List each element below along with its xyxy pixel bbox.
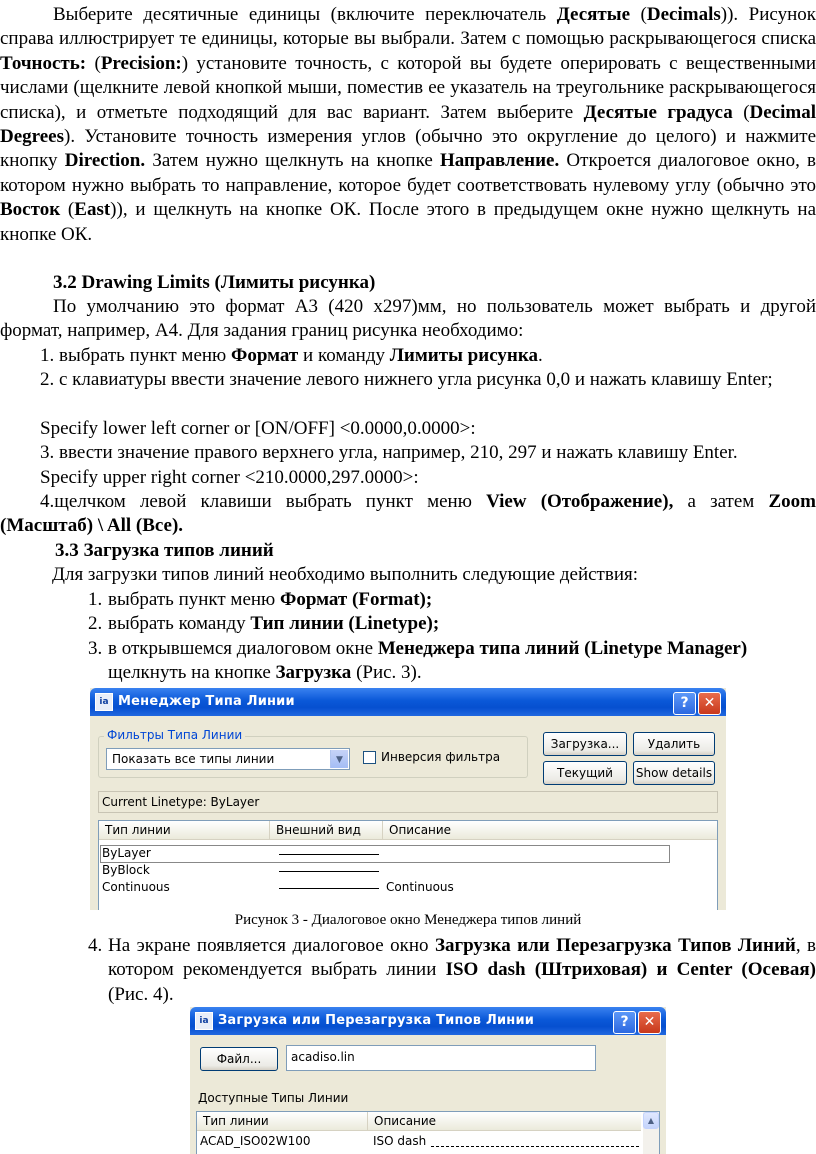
- text-run: а затем: [673, 491, 769, 512]
- text-run: (: [86, 52, 101, 74]
- paragraph-units: [0, 3, 816, 247]
- dialog-title-bar[interactable]: [190, 1007, 666, 1035]
- bold-term: Менеджера типа линий (Linetype Manager): [377, 638, 748, 659]
- list-item-3: 3. ввести значение правого верхнего угла, например, 210, 297 и нажать клавишу Enter.: [40, 442, 738, 463]
- text-run: (: [630, 4, 647, 25]
- bold-term: Восток: [0, 199, 61, 221]
- text-run: ) установите точность, с которой вы будете оперировать с вещественными числами (щелкните левой кнопкой мыши, поместив ее указатель на треугольнике раскрывающегося списка), и отметьте подходящий для вас вариант. Затем выберите: [0, 52, 816, 123]
- column-header-description[interactable]: Описание: [389, 823, 452, 837]
- bold-term: Decimal Degrees: [0, 101, 816, 148]
- help-button[interactable]: ?: [613, 1011, 636, 1034]
- bold-term: Десятые: [556, 4, 631, 25]
- text-run: Выберите десятичные единицы (включите переключатель: [53, 4, 557, 25]
- bold-term: Decimals: [646, 4, 721, 25]
- paragraph-linetypes: Для загрузки типов линий необходимо выполнить следующие действия:: [52, 564, 639, 585]
- bold-term: Лимиты рисунка: [389, 345, 538, 366]
- text-run: (Рис. 3).: [351, 662, 422, 684]
- current-linetype-bar: [98, 791, 718, 813]
- list-number: 4.: [88, 935, 103, 956]
- invert-filter-label[interactable]: Инверсия фильтра: [381, 750, 501, 764]
- filter-combo[interactable]: [106, 748, 350, 770]
- list-header: [99, 821, 717, 840]
- list-number: 2.: [88, 613, 103, 634]
- available-linetypes-list: [196, 1111, 660, 1154]
- filter-group-label: Фильтры Типа Линии: [104, 728, 245, 742]
- section-heading-3-2: 3.2 Drawing Limits (Лимиты рисунка): [53, 272, 376, 293]
- linetype-preview: [431, 1146, 639, 1148]
- command-prompt-2: Specify upper right corner <210.0000,297.0000>:: [40, 467, 419, 488]
- help-button[interactable]: ?: [673, 692, 696, 715]
- app-icon: ia: [95, 693, 113, 711]
- bold-term: Загрузка: [275, 662, 352, 684]
- scrollbar[interactable]: [643, 1112, 659, 1154]
- linetype-description: ISO dash: [373, 1134, 427, 1148]
- list-number: 1.: [88, 589, 103, 610]
- file-name-input[interactable]: [286, 1045, 596, 1071]
- linetype-preview: [279, 854, 379, 855]
- text-run: выбрать пункт меню: [108, 589, 281, 610]
- bold-term: Направление.: [440, 150, 560, 172]
- column-header-description[interactable]: Описание: [374, 1114, 437, 1128]
- text-run: 4.щелчком левой клавиши выбрать пункт меню: [40, 491, 487, 512]
- bold-term: Direction.: [64, 150, 146, 172]
- filter-combo-value: Показать все типы линии: [112, 752, 275, 766]
- bold-term: ISO dash (Штриховая) и Center (Осевая): [445, 959, 816, 981]
- list-item-2: 2. с клавиатуры ввести значение левого нижнего угла рисунка 0,0 и нажать клавишу Enter;: [40, 369, 773, 390]
- list-header: [197, 1112, 641, 1131]
- linetype-name[interactable]: ByBlock: [102, 863, 150, 877]
- bold-term: View (Отображение),: [486, 491, 674, 512]
- list-item-text: [108, 934, 816, 1007]
- close-button[interactable]: ✕: [638, 1011, 661, 1034]
- chevron-down-icon[interactable]: ▼: [330, 750, 348, 768]
- text-run: ). Установите точность измерения углов (обычно это округление до целого) и нажмите кнопку: [0, 126, 816, 172]
- delete-button[interactable]: Удалить: [633, 732, 715, 756]
- list-item-text: [108, 637, 816, 686]
- bold-term: Загрузка или Перезагрузка Типов Линий: [434, 935, 796, 956]
- scroll-up-button[interactable]: ▲: [643, 1112, 659, 1129]
- linetype-preview: [279, 871, 379, 872]
- dialog-title-bar[interactable]: [90, 688, 726, 716]
- text-run: и команду: [298, 345, 390, 366]
- bold-term: Precision:: [100, 52, 182, 74]
- bold-term: Точность:: [0, 52, 87, 74]
- dialog-title: Загрузка или Перезагрузка Типов Линии: [218, 1013, 535, 1028]
- bold-term: Формат (Format);: [280, 589, 433, 610]
- text-run: (Рис. 4).: [108, 983, 174, 1005]
- current-linetype-label: Current Linetype: ByLayer: [102, 795, 260, 809]
- bold-term: Десятые градуса: [583, 101, 733, 123]
- list-item-4: [0, 490, 816, 539]
- list-item-text: [108, 588, 816, 612]
- text-run: На экране появляется диалоговое окно: [108, 935, 435, 956]
- paragraph-limits: По умолчанию это формат А3 (420 х297)мм, но пользователь может выбрать и другой формат, например, А4. Для задания границ рисунка необходимо:: [0, 296, 816, 342]
- available-linetypes-label: Доступные Типы Линии: [198, 1091, 349, 1105]
- dialog-title: Менеджер Типа Линии: [118, 694, 295, 709]
- section-heading-3-3: 3.3 Загрузка типов линий: [55, 540, 274, 561]
- list-item-1: [40, 344, 816, 368]
- text-run: выбрать команду: [108, 613, 251, 634]
- list-number: 3.: [88, 638, 103, 659]
- show-details-button[interactable]: Show details: [633, 761, 715, 785]
- app-icon: ia: [195, 1012, 213, 1030]
- text-run: (: [732, 101, 750, 123]
- column-header-linetype[interactable]: Тип линии: [99, 821, 270, 839]
- list-item-text: [108, 612, 816, 636]
- close-button[interactable]: ✕: [698, 692, 721, 715]
- text-run: (: [60, 199, 75, 221]
- current-button[interactable]: Текущий: [543, 761, 627, 785]
- bold-term: East: [74, 199, 111, 221]
- command-prompt-1: Specify lower left corner or [ON/OFF] <0.0000,0.0000>:: [40, 418, 476, 439]
- column-header-appearance[interactable]: Внешний вид: [270, 821, 383, 839]
- linetype-name[interactable]: ACAD_ISO02W100: [200, 1134, 311, 1148]
- text-run: )), и щелкнуть на кнопке ОК. После этого в предыдущем окне нужно щелкнуть на кнопке ОК.: [0, 199, 816, 245]
- linetype-preview: [279, 888, 379, 889]
- load-linetypes-dialog: [190, 1007, 666, 1154]
- load-button[interactable]: Загрузка...: [543, 732, 627, 756]
- text-run: , в котором рекомендуется выбрать линии: [108, 935, 816, 981]
- invert-filter-checkbox[interactable]: [363, 751, 376, 764]
- linetype-name[interactable]: Continuous: [102, 880, 170, 894]
- linetype-manager-dialog: [90, 688, 726, 910]
- text-run: Откроется диалоговое окно, в котором нужно выбрать то направление, которое будет соответствовать нулевому углу (обычно это: [0, 150, 816, 196]
- text-run: Затем нужно щелкнуть на кнопке: [145, 150, 440, 172]
- bold-term: Zoom (Масштаб) \ All (Все).: [0, 491, 816, 537]
- file-name-value: acadiso.lin: [291, 1050, 355, 1064]
- column-header-linetype[interactable]: Тип линии: [197, 1112, 368, 1130]
- text-run: щелкнуть на кнопке: [108, 662, 276, 684]
- linetype-name[interactable]: ByLayer: [102, 846, 151, 860]
- bold-term: Тип линии (Linetype);: [250, 613, 440, 634]
- text-run: )). Рисунок справа иллюстрирует те единицы, которые вы выбрали. Затем с помощью раскрывающегося списка: [0, 4, 816, 50]
- figure-caption-3: Рисунок 3 - Диалоговое окно Менеджера типов линий: [234, 912, 582, 928]
- text-run: 1. выбрать пункт меню: [40, 345, 232, 366]
- list-row-selected[interactable]: [100, 845, 670, 863]
- linetype-list: [98, 820, 718, 910]
- linetype-description: Continuous: [386, 880, 454, 894]
- bold-term: Формат: [231, 345, 299, 366]
- text-run: .: [537, 345, 543, 366]
- file-button[interactable]: Файл...: [200, 1047, 278, 1071]
- text-run: в открывшемся диалоговом окне: [108, 638, 378, 659]
